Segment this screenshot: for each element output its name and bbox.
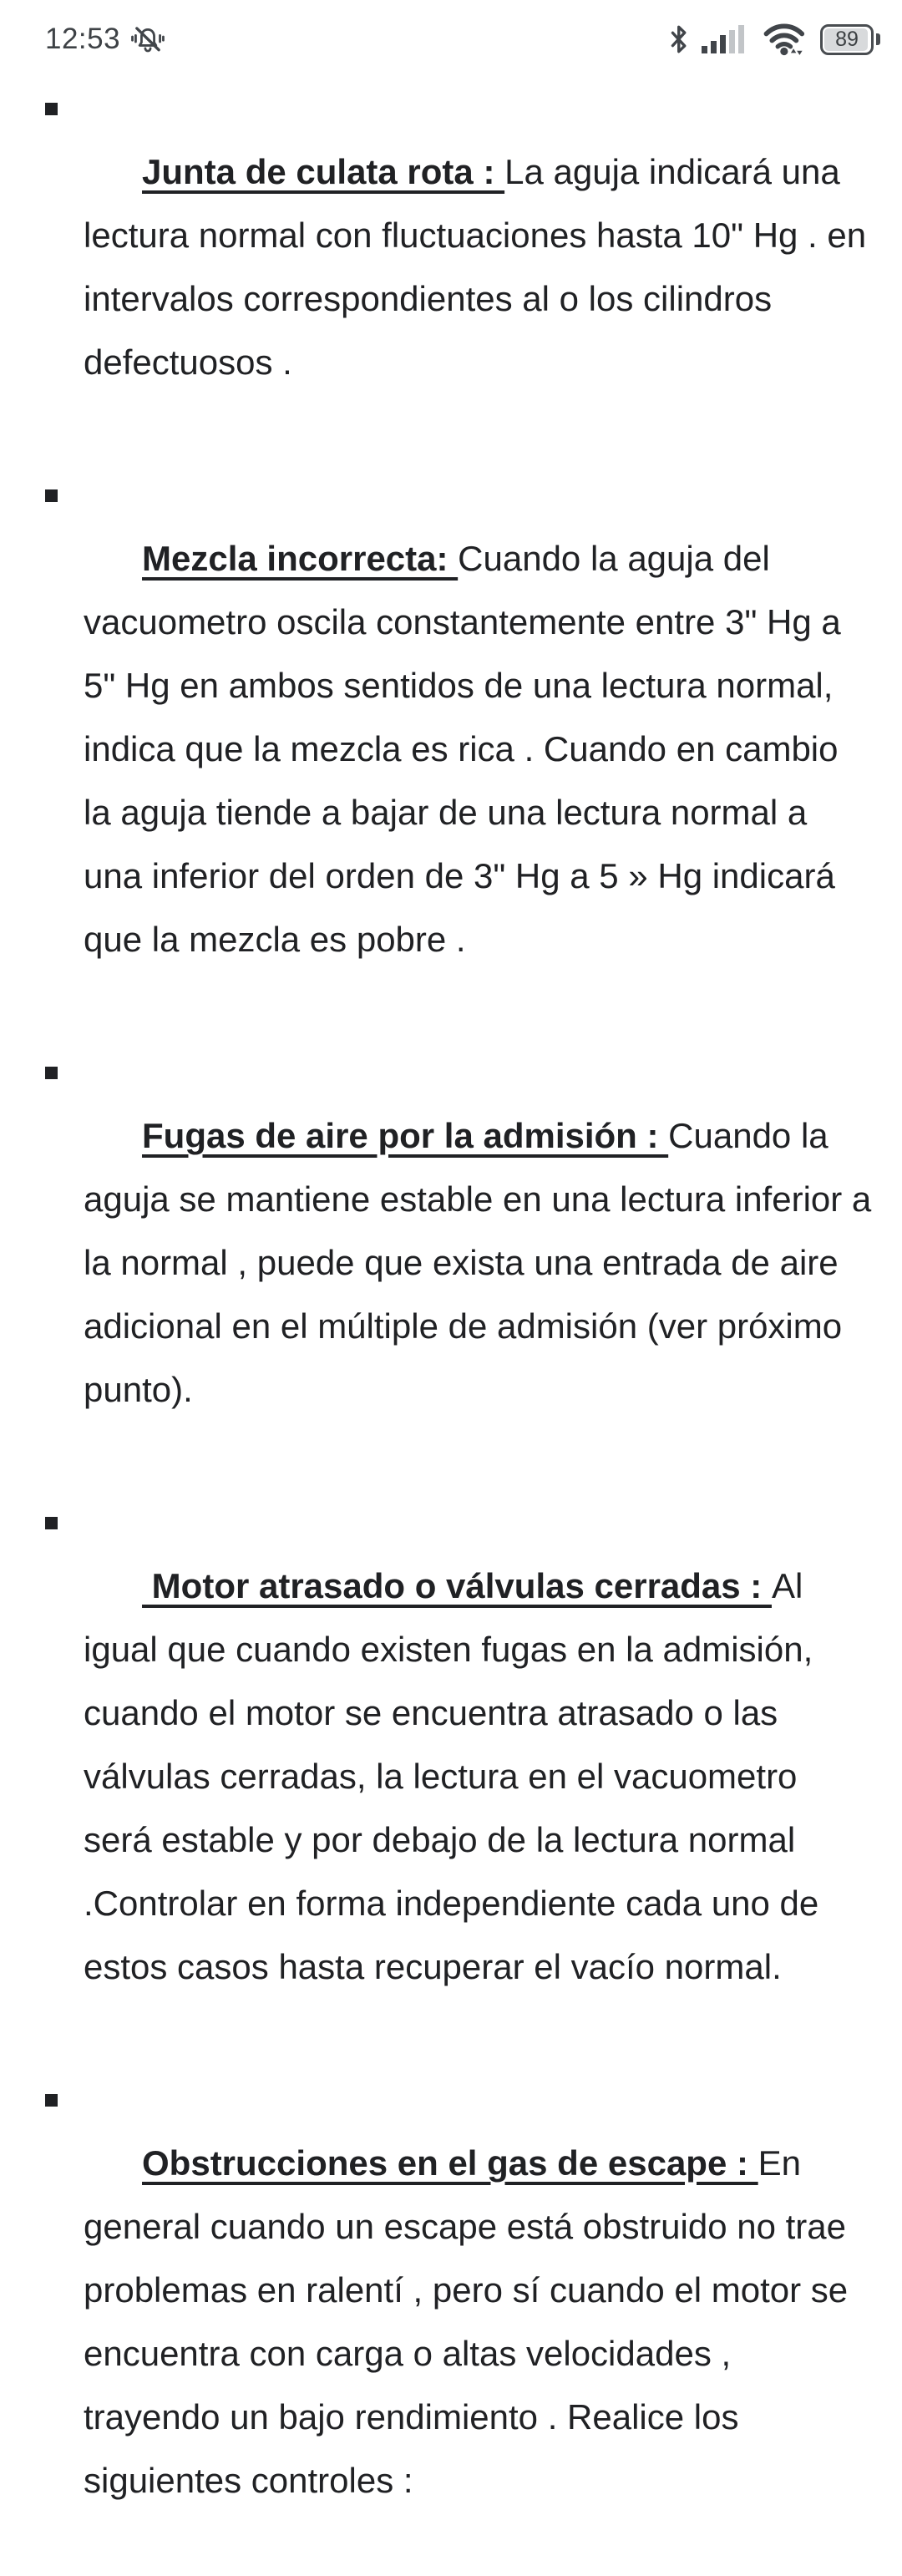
- clock: 12:53: [45, 23, 121, 55]
- list-item-term: Fugas de aire por la admisión :: [142, 1116, 669, 1155]
- battery-percent: 89: [835, 27, 859, 51]
- list-item-body: Al igual que cuando existen fugas en la admisión, cuando el motor se encuentra atrasado o las válvulas cerradas, la lectura en el vacuometro será estable y por debajo de la lectura normal .Controlar en forma independiente cada uno de estos casos hasta recuperar el vacío normal.: [84, 1566, 829, 1986]
- list-item-body: La aguja indicará una lectura normal con fluctuaciones hasta 10" Hg . en intervalos correspondientes al o los cilindros defectuosos .: [84, 152, 876, 382]
- list-item-term: Mezcla incorrecta:: [142, 539, 459, 578]
- list-item: [84, 1491, 873, 2062]
- list-item: [84, 1041, 881, 1485]
- list-item-term: Obstrucciones en el gas de escape :: [142, 2143, 758, 2183]
- bluetooth-icon: [668, 23, 690, 55]
- list-item: [84, 2068, 873, 2576]
- list-item-term: Junta de culata rota :: [142, 152, 505, 191]
- list-item-term: Motor atrasado o válvulas cerradas :: [142, 1566, 772, 1605]
- list-item-body: Cuando la aguja se mantiene estable en una lectura inferior a la normal , puede que exista una entrada de aire adicional en el múltiple de admisión (ver próximo punto).: [84, 1116, 881, 1409]
- list-item-body: En general cuando un escape está obstruido no trae problemas en ralentí , pero sí cuando el motor se encuentra con carga o altas velocidades , trayendo un bajo rendimiento . Realice los siguientes controles :: [84, 2143, 858, 2500]
- wifi-icon: [762, 22, 808, 57]
- list-item: [84, 464, 873, 1035]
- status-bar-right: [668, 22, 880, 57]
- document-scroll-area[interactable]: [0, 70, 902, 2576]
- vibrate-muted-icon: [130, 24, 165, 54]
- cell-signal-icon: [702, 24, 750, 54]
- list-item: [84, 77, 876, 458]
- battery-indicator: [820, 24, 880, 55]
- battery-icon: [820, 24, 874, 55]
- status-bar-left: [45, 23, 165, 56]
- list-item-body: Cuando la aguja del vacuometro oscila constantemente entre 3" Hg a 5" Hg en ambos sentidos de una lectura normal, indica que la mezcla es rica . Cuando en cambio la aguja tiende a bajar de una lectura normal a una inferior del orden de 3" Hg a 5 » Hg indicará que la mezcla es pobre .: [84, 539, 851, 959]
- status-bar: [0, 0, 902, 70]
- battery-nub: [876, 33, 880, 45]
